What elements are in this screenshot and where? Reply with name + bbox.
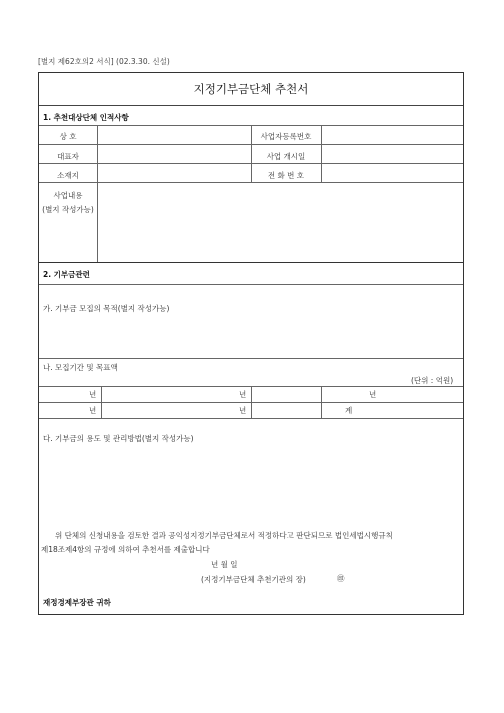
year-label: 년 bbox=[369, 390, 377, 399]
column-divider bbox=[97, 125, 98, 262]
section1-heading: 1. 추천대상단체 인적사항 bbox=[43, 113, 129, 122]
donation-usage-label: 다. 기부금의 용도 및 관리방법(별지 작성가능) bbox=[43, 434, 194, 443]
recommendation-form bbox=[38, 72, 464, 615]
year-label: 년 bbox=[89, 390, 97, 399]
label-address: 소재지 bbox=[57, 171, 79, 180]
divider bbox=[39, 358, 463, 359]
label-registration-number: 사업자등록번호 bbox=[260, 132, 312, 141]
divider bbox=[39, 418, 463, 419]
addressee: 재정경제부장관 귀하 bbox=[43, 598, 111, 607]
label-start-date: 사업 개시일 bbox=[266, 152, 306, 161]
total-label: 계 bbox=[345, 406, 353, 415]
seal-mark: ㊞ bbox=[337, 574, 345, 583]
form-number-note: [별지 제62호의2 서식] (02.3.30. 신설) bbox=[38, 57, 170, 66]
column-divider bbox=[251, 386, 252, 418]
year-label: 년 bbox=[89, 406, 97, 415]
column-divider bbox=[101, 386, 102, 418]
column-divider bbox=[251, 125, 252, 182]
year-label: 년 bbox=[239, 390, 247, 399]
divider bbox=[39, 284, 463, 285]
form-title: 지정기부금단체 추천서 bbox=[39, 73, 463, 106]
statement-text: 위 단체의 신청내용을 검토한 결과 공익성지정기부금단체로서 적정하다고 판단되므로 법인세법시행규칙 bbox=[55, 531, 393, 540]
recommender-label: (지정기부금단체 추천기관의 장) bbox=[201, 575, 306, 584]
column-divider bbox=[321, 386, 322, 418]
period-target-label: 나. 모집기간 및 목표액 bbox=[43, 363, 118, 372]
column-divider bbox=[321, 125, 322, 182]
statement-text-line2: 제18조제4항의 규정에 의하여 추천서를 제출합니다 bbox=[41, 545, 210, 554]
label-representative: 대표자 bbox=[57, 152, 79, 161]
donation-purpose-label: 가. 기부금 모집의 목적(별지 작성가능) bbox=[43, 304, 170, 313]
section2-heading: 2. 기부금관련 bbox=[43, 270, 90, 279]
year-label: 년 bbox=[239, 406, 247, 415]
divider bbox=[39, 182, 463, 183]
date-line: 년 월 일 bbox=[211, 560, 238, 569]
label-business-name: 상 호 bbox=[59, 132, 77, 141]
label-phone: 전 화 번 호 bbox=[267, 171, 305, 180]
label-business-content-note: (별지 작성가능) bbox=[42, 205, 94, 214]
label-business-content: 사업내용 bbox=[53, 191, 83, 200]
unit-label: (단위 : 억원) bbox=[411, 376, 454, 385]
divider bbox=[39, 262, 463, 263]
